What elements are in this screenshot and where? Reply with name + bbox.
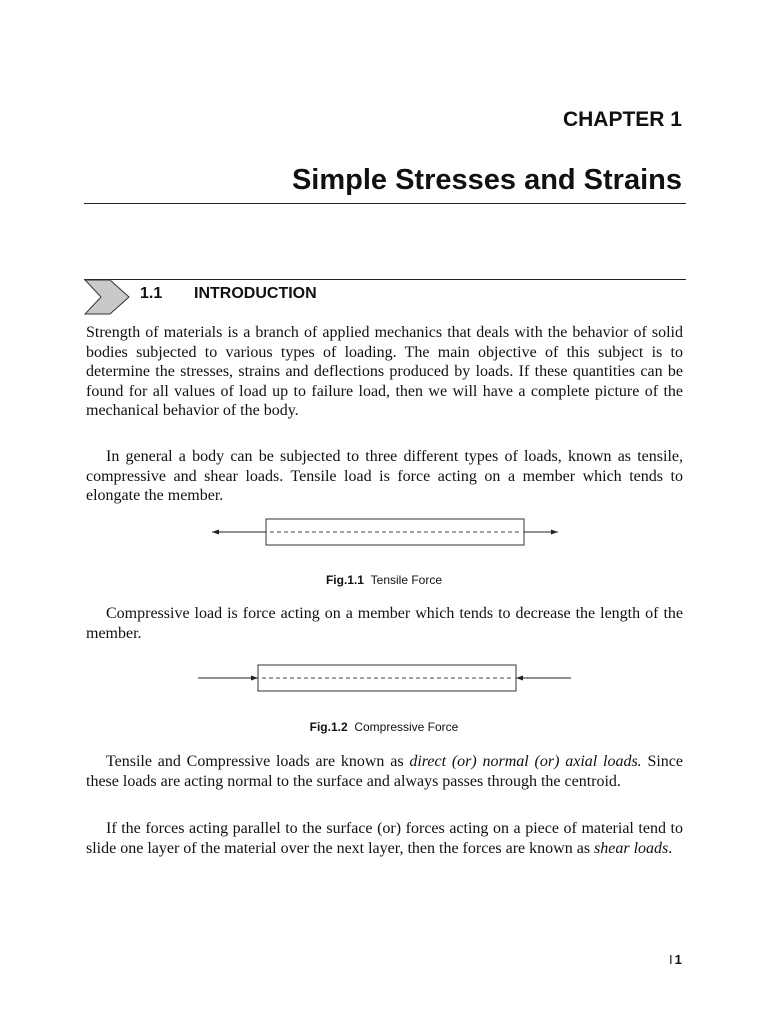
chevron-right-icon <box>84 279 130 315</box>
section-number: 1.1 <box>140 285 163 302</box>
italic-term: direct (or) normal (or) axial loads. <box>409 753 642 770</box>
page-number <box>669 952 682 967</box>
title-rule <box>84 203 686 204</box>
figure-caption-text-1: Tensile Force <box>370 573 443 587</box>
section-rule <box>84 279 686 280</box>
paragraph-shear <box>86 819 683 858</box>
italic-term: shear loads <box>594 839 669 857</box>
figure-label-1: Fig.1.1 <box>325 573 364 587</box>
figure-caption-1 <box>0 573 768 587</box>
text-run: Tensile and Compressive loads are known as <box>106 753 410 770</box>
left-arrowhead <box>251 676 258 681</box>
member-bar <box>266 519 524 545</box>
figure-label-2: Fig.1.2 <box>309 720 348 734</box>
member-bar <box>258 665 516 691</box>
figure-caption-text-2: Compressive Force <box>354 720 459 734</box>
paragraph-loads: In general a body can be subjected to three different types of loads, known as tensile, compressive and shear loads. Tensile load is force acting on a member which tends to elongate the member. <box>86 448 683 504</box>
compressive-force-diagram <box>195 660 575 696</box>
paragraph-direct-loads <box>86 752 683 791</box>
right-arrowhead <box>551 530 558 535</box>
page-number-value: 1 <box>674 952 682 967</box>
text-run: . <box>668 839 673 857</box>
right-arrowhead <box>516 676 523 681</box>
left-arrowhead <box>212 530 219 535</box>
figure-caption-2 <box>0 720 768 734</box>
text-run: Since these loads are acting normal to the surface and always passes through the centroid. <box>86 753 684 790</box>
text-run: If the forces acting parallel to the surface (or) forces acting on a piece of material tend to slide one layer of the material over the next layer, then the forces are known as <box>86 820 683 857</box>
paragraph-intro: Strength of materials is a branch of applied mechanics that deals with the behavior of solid bodies subjected to various types of loading. The main objective of this subject is to determine the stresses, strains and deflections produced by loads. If these quantities can be found for all values of load up to failure load, then we will have a complete picture of the mechanical behavior of the body. <box>86 324 683 419</box>
page-number-separator: I <box>669 952 673 967</box>
chapter-title: Simple Stresses and Strains <box>291 164 682 196</box>
tensile-force-diagram <box>200 514 570 550</box>
chapter-label: CHAPTER 1 <box>562 108 682 131</box>
section-title: INTRODUCTION <box>194 285 317 302</box>
paragraph-compressive: Compressive load is force acting on a member which tends to decrease the length of the member. <box>86 605 683 642</box>
section-heading <box>84 276 686 316</box>
